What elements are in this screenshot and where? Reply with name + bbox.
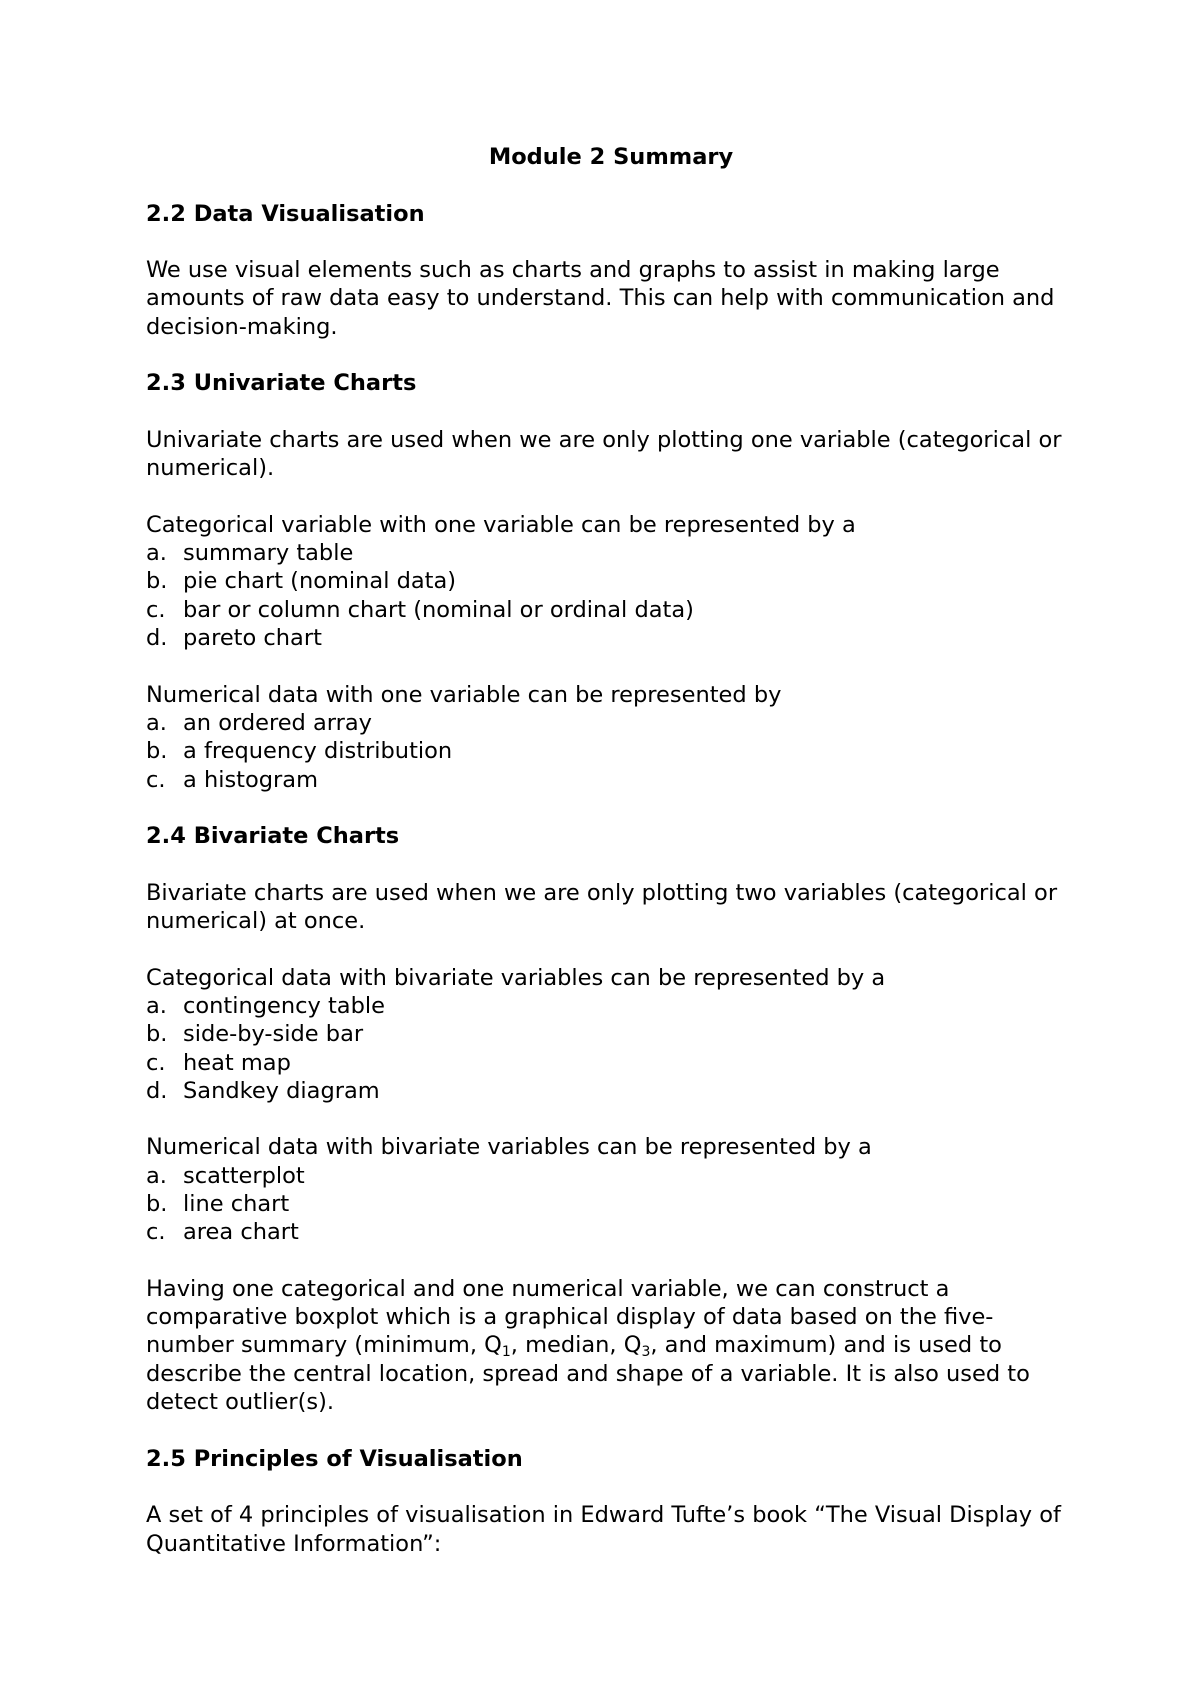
list-item-text: contingency table bbox=[183, 992, 385, 1019]
univariate-categorical-intro: Categorical variable with one variable can be represented by a bbox=[146, 511, 856, 538]
list-marker: a. bbox=[146, 540, 167, 567]
list-item bbox=[146, 1218, 1076, 1246]
document-page bbox=[146, 143, 1076, 1558]
list-item bbox=[146, 737, 1076, 765]
list-item bbox=[146, 1077, 1076, 1105]
list-item-text: side-by-side bar bbox=[183, 1021, 364, 1048]
boxplot-text-part: , and maximum) and is used to describe the central location, spread and shape of a variable. It is also used to detect outlier(s). bbox=[146, 1332, 1030, 1416]
list-item-text: area chart bbox=[183, 1219, 299, 1246]
list-item bbox=[146, 539, 1076, 567]
section-heading-2-3: 2.3 Univariate Charts bbox=[146, 370, 417, 397]
list-marker: a. bbox=[146, 709, 167, 736]
section-2-2-paragraph: We use visual elements such as charts and graphs to assist in making large amounts of raw data easy to understand. This can help with communication and decision-making. bbox=[146, 257, 1055, 340]
list-marker: b. bbox=[146, 1021, 168, 1048]
list-item-text: summary table bbox=[183, 540, 354, 567]
list-item bbox=[146, 1162, 1076, 1190]
list-marker: b. bbox=[146, 738, 168, 765]
bivariate-categorical-list bbox=[146, 992, 1076, 1105]
boxplot-text-part: Having one categorical and one numerical variable, we can construct a comparative boxplot which is a graphical display of data based on the five-number summary (minimum, Q bbox=[146, 1275, 994, 1359]
list-item-text: scatterplot bbox=[183, 1162, 305, 1189]
list-marker: b. bbox=[146, 1190, 168, 1217]
section-heading-2-2: 2.2 Data Visualisation bbox=[146, 200, 425, 227]
list-item bbox=[146, 596, 1076, 624]
list-item-text: line chart bbox=[183, 1190, 290, 1217]
list-item bbox=[146, 992, 1076, 1020]
list-item bbox=[146, 709, 1076, 737]
boxplot-text-part: , median, Q bbox=[510, 1332, 642, 1359]
boxplot-paragraph bbox=[146, 1275, 1076, 1416]
list-marker: c. bbox=[146, 1219, 166, 1246]
list-marker: c. bbox=[146, 766, 166, 793]
list-item bbox=[146, 624, 1076, 652]
subscript-3: 3 bbox=[641, 1344, 651, 1361]
list-marker: c. bbox=[146, 1049, 166, 1076]
list-item bbox=[146, 567, 1076, 595]
document-title: Module 2 Summary bbox=[488, 144, 734, 170]
bivariate-categorical-intro: Categorical data with bivariate variables can be represented by a bbox=[146, 964, 886, 991]
section-heading-2-4: 2.4 Bivariate Charts bbox=[146, 823, 400, 850]
list-item-text: pareto chart bbox=[183, 625, 322, 652]
list-item-text: heat map bbox=[183, 1049, 291, 1076]
list-marker: b. bbox=[146, 568, 168, 595]
section-2-4-paragraph: Bivariate charts are used when we are only plotting two variables (categorical or numerical) at once. bbox=[146, 879, 1058, 935]
section-heading-2-5: 2.5 Principles of Visualisation bbox=[146, 1445, 523, 1472]
list-item bbox=[146, 1020, 1076, 1048]
list-item bbox=[146, 1049, 1076, 1077]
list-item bbox=[146, 1190, 1076, 1218]
list-item-text: bar or column chart (nominal or ordinal data) bbox=[183, 596, 694, 623]
list-marker: a. bbox=[146, 992, 167, 1019]
section-2-3-paragraph: Univariate charts are used when we are only plotting one variable (categorical or numerical). bbox=[146, 426, 1062, 482]
univariate-categorical-list bbox=[146, 539, 1076, 652]
list-item-text: an ordered array bbox=[183, 709, 372, 736]
bivariate-numerical-list bbox=[146, 1162, 1076, 1247]
list-marker: d. bbox=[146, 625, 168, 652]
univariate-numerical-list bbox=[146, 709, 1076, 794]
list-marker: c. bbox=[146, 596, 166, 623]
section-2-5-paragraph: A set of 4 principles of visualisation in Edward Tufte’s book “The Visual Display of Quantitative Information”: bbox=[146, 1502, 1061, 1557]
univariate-numerical-intro: Numerical data with one variable can be represented by bbox=[146, 681, 782, 708]
list-marker: a. bbox=[146, 1162, 167, 1189]
bivariate-numerical-intro: Numerical data with bivariate variables can be represented by a bbox=[146, 1134, 872, 1161]
list-item-text: a histogram bbox=[183, 766, 318, 793]
subscript-1: 1 bbox=[501, 1344, 511, 1361]
list-item-text: pie chart (nominal data) bbox=[183, 568, 457, 595]
list-marker: d. bbox=[146, 1077, 168, 1104]
list-item-text: Sandkey diagram bbox=[183, 1077, 380, 1104]
list-item bbox=[146, 766, 1076, 794]
list-item-text: a frequency distribution bbox=[183, 738, 453, 765]
